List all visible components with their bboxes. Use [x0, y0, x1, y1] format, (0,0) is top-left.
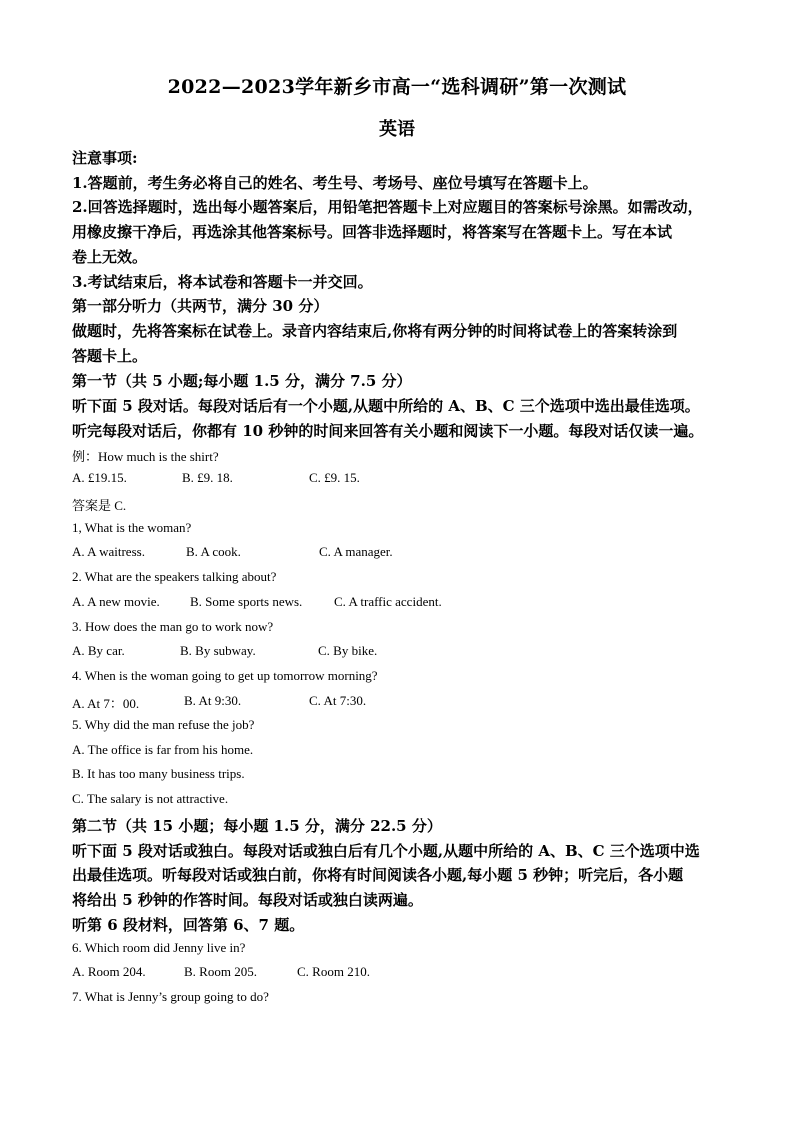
section2-heading: 第二节（共 15 小题；每小题 1.5 分，满分 22.5 分） [72, 817, 442, 835]
question-6-option-b: B. Room 205. [184, 964, 257, 979]
example-answer: 答案是 C. [72, 498, 127, 513]
question-1-option-c: C. A manager. [319, 544, 393, 559]
part1-instruction-line-2: 答题卡上。 [72, 347, 148, 365]
question-1-option-b: B. A cook. [186, 544, 241, 559]
question-4-option-b: B. At 9:30. [184, 693, 242, 708]
section1-instruction-line-2: 听完每段对话后，你都有 10 秒钟的时间来回答有关小题和阅读下一小题。每段对话仅读一遍。 [72, 422, 704, 440]
exam-subject: 英语 [379, 119, 415, 140]
notice-heading: 注意事项: [72, 149, 138, 167]
question-2-option-b: B. Some sports news. [190, 594, 303, 609]
section2-instruction-line-3: 将给出 5 秒钟的作答时间。每段对话或独白读两遍。 [72, 891, 423, 909]
notice-item-2-line-3: 卷上无效。 [72, 248, 148, 266]
question-1-stem: 1, What is the woman? [72, 520, 192, 535]
question-6-option-c: C. Room 210. [297, 964, 370, 979]
question-4-option-a: A. At 7：00. [72, 696, 140, 711]
question-4-option-c: C. At 7:30. [309, 693, 367, 708]
question-7-stem: 7. What is Jenny’s group going to do? [72, 989, 269, 1004]
question-4-stem: 4. When is the woman going to get up tomorrow morning? [72, 668, 378, 683]
notice-item-2-line-2: 用橡皮擦干净后，再选涂其他答案标号。回答非选择题时，将答案写在答题卡上。写在本试 [72, 223, 673, 241]
notice-item-1: 1.答题前，考生务必将自己的姓名、考生号、考场号、座位号填写在答题卡上。 [72, 174, 598, 192]
example-option-b: B. £9. 18. [182, 470, 233, 485]
example-question: 例：How much is the shirt? [72, 449, 219, 464]
question-5-stem: 5. Why did the man refuse the job? [72, 717, 255, 732]
notice-item-3: 3.考试结束后，将本试卷和答题卡一并交回。 [72, 273, 373, 291]
notice-item-2-line-1: 2.回答选择题时，选出每小题答案后，用铅笔把答题卡上对应题目的答案标号涂黑。如需改动， [72, 198, 703, 216]
question-3-option-b: B. By subway. [180, 643, 256, 658]
question-2-option-a: A. A new movie. [72, 594, 160, 609]
section1-instruction-line-1: 听下面 5 段对话。每段对话后有一个小题,从题中所给的 A、B、C 三个选项中选出最佳选项。 [72, 397, 700, 415]
question-5-option-c: C. The salary is not attractive. [72, 791, 229, 806]
part1-heading: 第一部分听力（共两节，满分 30 分） [72, 297, 329, 315]
question-6-stem: 6. Which room did Jenny live in? [72, 940, 246, 955]
question-2-stem: 2. What are the speakers talking about? [72, 569, 277, 584]
example-option-a: A. £19.15. [72, 470, 127, 485]
question-5-option-b: B. It has too many business trips. [72, 766, 245, 781]
question-6-option-a: A. Room 204. [72, 964, 146, 979]
question-3-stem: 3. How does the man go to work now? [72, 619, 274, 634]
example-option-c: C. £9. 15. [309, 470, 360, 485]
question-3-option-a: A. By car. [72, 643, 125, 658]
section2-material-6: 听第 6 段材料，回答第 6、7 题。 [72, 916, 305, 934]
exam-title: 2022—2023学年新乡市高一“选科调研”第一次测试 [167, 76, 627, 98]
section2-instruction-line-1: 听下面 5 段对话或独白。每段对话或独白后有几个小题,从题中所给的 A、B、C 三个选项中选 [72, 842, 700, 860]
question-3-option-c: C. By bike. [318, 643, 378, 658]
question-1-option-a: A. A waitress. [72, 544, 145, 559]
section2-instruction-line-2: 出最佳选项。听每段对话或独白前，你将有时间阅读各小题,每小题 5 秒钟；听完后，各小题 [72, 866, 684, 884]
question-2-option-c: C. A traffic accident. [334, 594, 442, 609]
question-5-option-a: A. The office is far from his home. [72, 742, 254, 757]
part1-instruction-line-1: 做题时，先将答案标在试卷上。录音内容结束后,你将有两分钟的时间将试卷上的答案转涂到 [72, 322, 678, 340]
section1-heading: 第一节（共 5 小题;每小题 1.5 分，满分 7.5 分） [72, 372, 412, 390]
